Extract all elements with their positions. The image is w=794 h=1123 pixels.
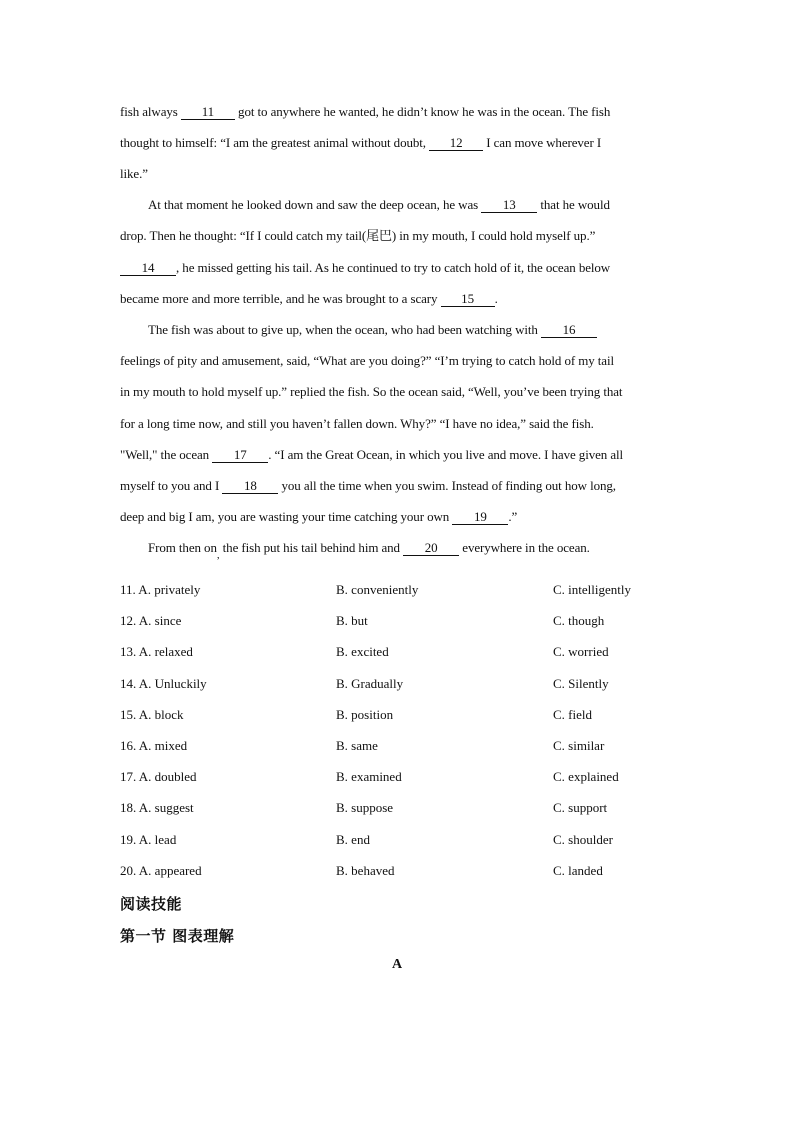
option-b[interactable]: B. end [336,831,370,847]
passage-line-14: deep and big I am, you are wasting your time catching your own 19 .” [120,509,518,524]
option-a[interactable]: 12. A. since [120,613,182,629]
blank-19[interactable]: 19 [452,510,508,525]
option-b[interactable]: B. but [336,613,368,629]
blank-15[interactable]: 15 [441,292,495,307]
option-a[interactable]: 15. A. block [120,706,184,722]
option-c[interactable]: C. similar [553,738,605,753]
option-b[interactable]: B. position [336,706,394,722]
option-b[interactable]: B. conveniently [336,582,419,597]
passage-line-11: for a long time now, and still you haven’t fallen down. Why?” “I have no idea,” said the fish. [120,416,594,431]
blank-16[interactable]: 16 [541,323,597,338]
part-label: A [391,957,403,972]
passage-line-7: became more and more terrible, and he was brought to a scary 15 . [120,291,498,306]
option-a[interactable]: 14. A. Unluckily [120,675,207,691]
blank-17[interactable]: 17 [212,448,268,463]
blank-20[interactable]: 20 [403,541,459,556]
option-c[interactable]: C. worried [553,644,609,660]
passage-line-1: fish always 11 got to anywhere he wanted, he didn’t know he was in the ocean. The fish [120,104,611,119]
passage-line-15: From then $on_,$ the fish put his tail behind him and 20 everywhere in the ocean. [148,540,590,561]
passage-line-5: drop. Then he thought: “If I could catch my tail(尾巴) in my mouth, I could hold myself up.” [120,228,596,243]
option-a[interactable]: 17. A. doubled [120,769,197,785]
option-a[interactable]: 11. A. privately [120,582,201,597]
option-c[interactable]: C. Silently [553,675,609,691]
passage-line-3: like.” [120,166,148,181]
blank-14[interactable]: 14 [120,261,176,276]
passage-line-9: feelings of pity and amusement, said, “What are you doing?” “I’m trying to catch hold of my tail [120,353,614,368]
option-b[interactable]: B. behaved [336,862,395,878]
option-c[interactable]: C. field [553,706,592,722]
passage-line-10: in my mouth to hold myself up.” replied the fish. So the ocean said, “Well, you’ve been trying that [120,384,623,399]
blank-11[interactable]: 11 [181,105,235,120]
section-heading: 阅读技能 [120,895,183,913]
passage-line-6: 14 , he missed getting his tail. As he continued to try to catch hold of it, the ocean below [120,260,610,276]
passage-line-12: "Well," the ocean 17 . “I am the Great Ocean, in which you live and move. I have given all [120,447,624,462]
option-c[interactable]: C. landed [553,862,603,878]
option-c[interactable]: C. shoulder [553,831,613,847]
option-b[interactable]: B. excited [336,644,389,660]
option-a[interactable]: 20. A. appeared [120,862,202,878]
option-b[interactable]: B. suppose [336,800,394,816]
option-b[interactable]: B. same [336,738,378,753]
blank-12[interactable]: 12 [429,136,483,151]
passage-line-4: At that moment he looked down and saw the deep ocean, he was 13 that he would [148,197,610,212]
option-c[interactable]: C. explained [553,769,619,785]
option-c[interactable]: C. intelligently [553,582,631,597]
option-a[interactable]: 16. A. mixed [120,738,188,753]
option-a[interactable]: 13. A. relaxed [120,644,193,660]
subsection-heading: 第一节 图表理解 [120,927,235,945]
option-a[interactable]: 19. A. lead [120,831,177,847]
blank-18[interactable]: 18 [222,479,278,494]
passage-line-8: The fish was about to give up, when the ocean, who had been watching with 16 [148,322,597,338]
option-c[interactable]: C. though [553,613,605,629]
option-c[interactable]: C. support [553,800,608,816]
passage-line-2: thought to himself: “I am the greatest animal without doubt, 12 I can move wherever I [120,135,602,150]
option-a[interactable]: 18. A. suggest [120,800,194,816]
option-b[interactable]: B. examined [336,769,402,785]
passage-line-13: myself to you and I 18 you all the time when you swim. Instead of finding out how long, [120,478,616,493]
option-b[interactable]: B. Gradually [336,675,404,691]
stray-comma-mark: , [216,549,220,561]
blank-13[interactable]: 13 [481,198,537,213]
